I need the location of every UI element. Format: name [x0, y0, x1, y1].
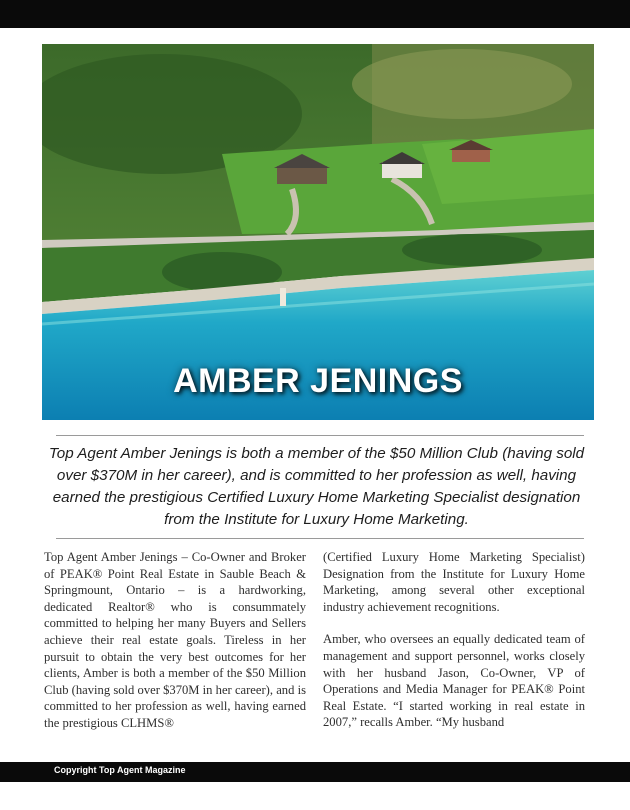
hero-photo [42, 44, 594, 420]
article-paragraph: (Certified Luxury Home Marketing Specialist) Designation from the Institute for Luxury Home Marketing, among several other exceptional industry achievement recognitions. [323, 550, 585, 614]
hero-title: AMBER JENINGS [173, 362, 463, 400]
top-bar [0, 0, 630, 28]
article-column-right [323, 549, 585, 731]
pull-quote: Top Agent Amber Jenings is both a member of the $50 Million Club (having sold over $370M in her career), and is committed to her profession as well, having earned the prestigious Certified Luxury Home Marketing Specialist designation from the Institute for Luxury Home Marketing. [48, 445, 585, 528]
article-paragraph: Amber, who oversees an equally dedicated team of management and support personnel, works closely with her husband Jason, Co-Owner, VP of Operations and Media Manager for PEAK® Point Real Estate. “I started working in real estate in 2007,” recalls Amber. “My husband [323, 632, 585, 730]
footer-bar [0, 762, 630, 782]
quote-top-rule [56, 435, 584, 436]
article-paragraph: Top Agent Amber Jenings – Co-Owner and Broker of PEAK® Point Real Estate in Sauble Beach & Springmount, Ontario – is a hardworking, dedicated Realtor® who is consummately committed to helping her many Buyers and Sellers achieve their real estate goals. Tireless in her pursuit to obtain the very best outcomes for her clients, Amber is both a member of the $50 Million Club (having sold over $370M in her career), and is committed to her profession as well, having earned the prestigious CLHMS® [44, 550, 306, 730]
copyright-text: Copyright Top Agent Magazine [54, 765, 186, 775]
article-column-left [44, 549, 306, 732]
quote-bottom-rule [56, 538, 584, 539]
